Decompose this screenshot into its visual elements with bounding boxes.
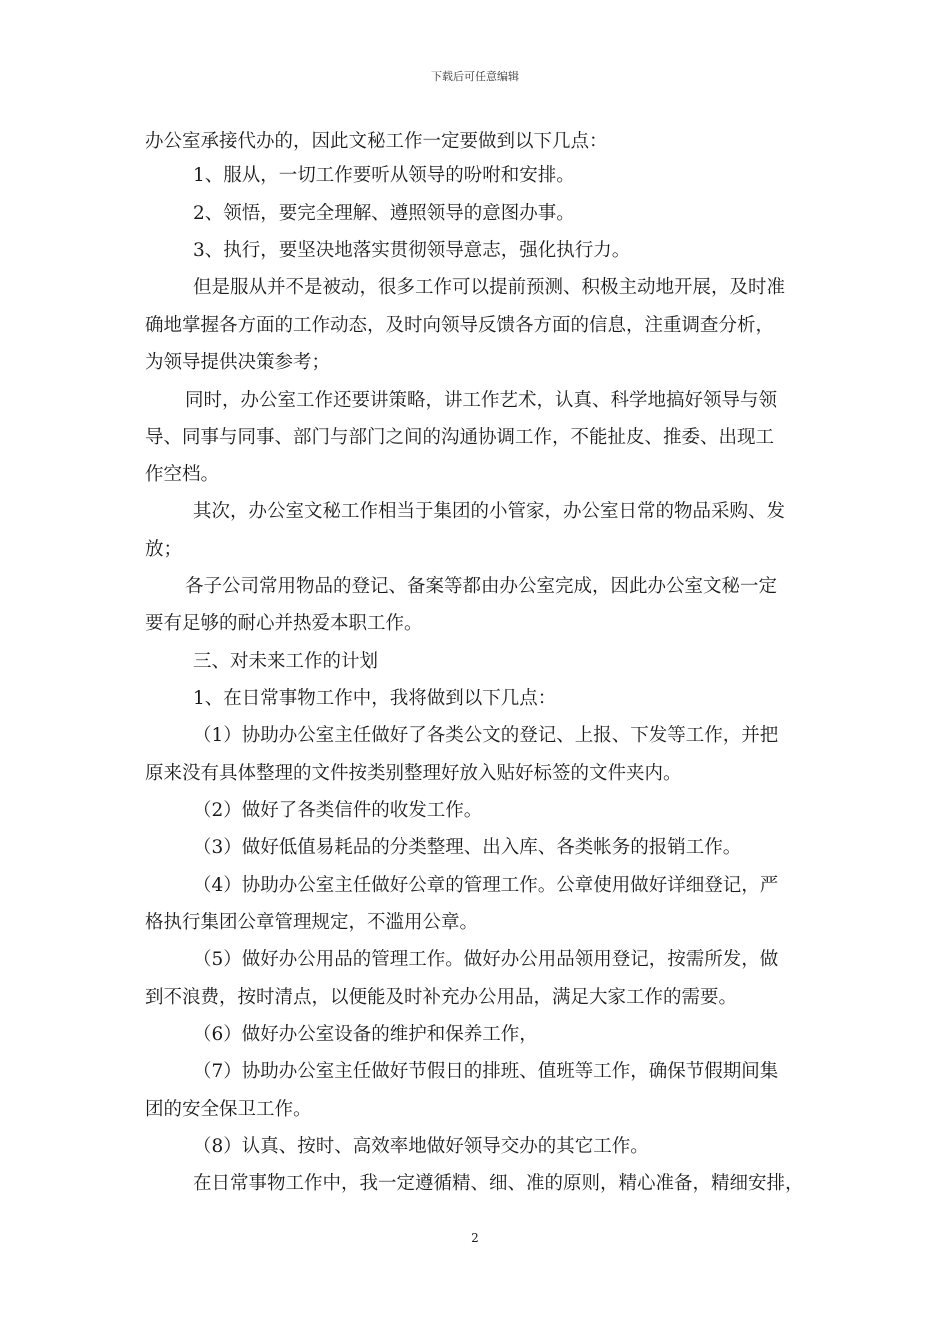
paragraph-line: 在日常事物工作中，我一定遵循精、细、准的原则，精心准备，精细安排， [193,1173,804,1194]
paragraph-line: 导、同事与同事、部门与部门之间的沟通协调工作，不能扯皮、推委、出现工 [145,427,775,448]
paragraph-line: 其次，办公室文秘工作相当于集团的小管家，办公室日常的物品采购、发 [193,501,786,522]
list-item: （8）认真、按时、高效率地做好领导交办的其它工作。 [193,1136,649,1157]
list-item: （4）协助办公室主任做好公章的管理工作。公章使用做好详细登记，严 [193,875,779,896]
list-item: （7）协助办公室主任做好节假日的排班、值班等工作，确保节假期间集 [193,1061,779,1082]
paragraph-line: 确地掌握各方面的工作动态，及时向领导反馈各方面的信息，注重调查分析， [145,315,775,336]
paragraph-line: 格执行集团公章管理规定，不滥用公章。 [145,912,479,933]
paragraph-line: 3、执行，要坚决地落实贯彻领导意志，强化执行力。 [193,240,631,261]
list-item: （1）协助办公室主任做好了各类公文的登记、上报、下发等工作，并把 [193,725,779,746]
page-header: 下载后可任意编辑 [431,70,519,83]
list-item: （3）做好低值易耗品的分类整理、出入库、各类帐务的报销工作。 [193,837,742,858]
paragraph-line: 1、服从，一切工作要听从领导的吩咐和安排。 [193,165,575,186]
paragraph-line: 1、在日常事物工作中，我将做到以下几点： [193,688,557,709]
page-number: 2 [471,1231,479,1245]
paragraph-line: 要有足够的耐心并热爱本职工作。 [145,613,423,634]
list-item: （6）做好办公室设备的维护和保养工作， [193,1024,538,1045]
paragraph-line: 但是服从并不是被动，很多工作可以提前预测、积极主动地开展，及时准 [193,277,786,298]
section-heading: 三、对未来工作的计划 [193,651,379,672]
list-item: （2）做好了各类信件的收发工作。 [193,800,483,821]
paragraph-line: 办公室承接代办的，因此文秘工作一定要做到以下几点： [145,131,608,152]
paragraph-line: 放； [145,539,183,560]
paragraph-line: 到不浪费，按时清点，以便能及时补充办公用品，满足大家工作的需要。 [145,987,738,1008]
paragraph-line: 同时，办公室工作还要讲策略，讲工作艺术，认真、科学地搞好领导与领 [185,390,778,411]
list-item: （5）做好办公用品的管理工作。做好办公用品领用登记，按需所发，做 [193,949,779,970]
paragraph-line: 团的安全保卫工作。 [145,1099,312,1120]
paragraph-line: 原来没有具体整理的文件按类别整理好放入贴好标签的文件夹内。 [145,763,682,784]
paragraph-line: 为领导提供决策参考； [145,352,331,373]
paragraph-line: 2、领悟，要完全理解、遵照领导的意图办事。 [193,203,575,224]
paragraph-line: 各子公司常用物品的登记、备案等都由办公室完成，因此办公室文秘一定 [185,576,778,597]
paragraph-line: 作空档。 [145,464,220,485]
